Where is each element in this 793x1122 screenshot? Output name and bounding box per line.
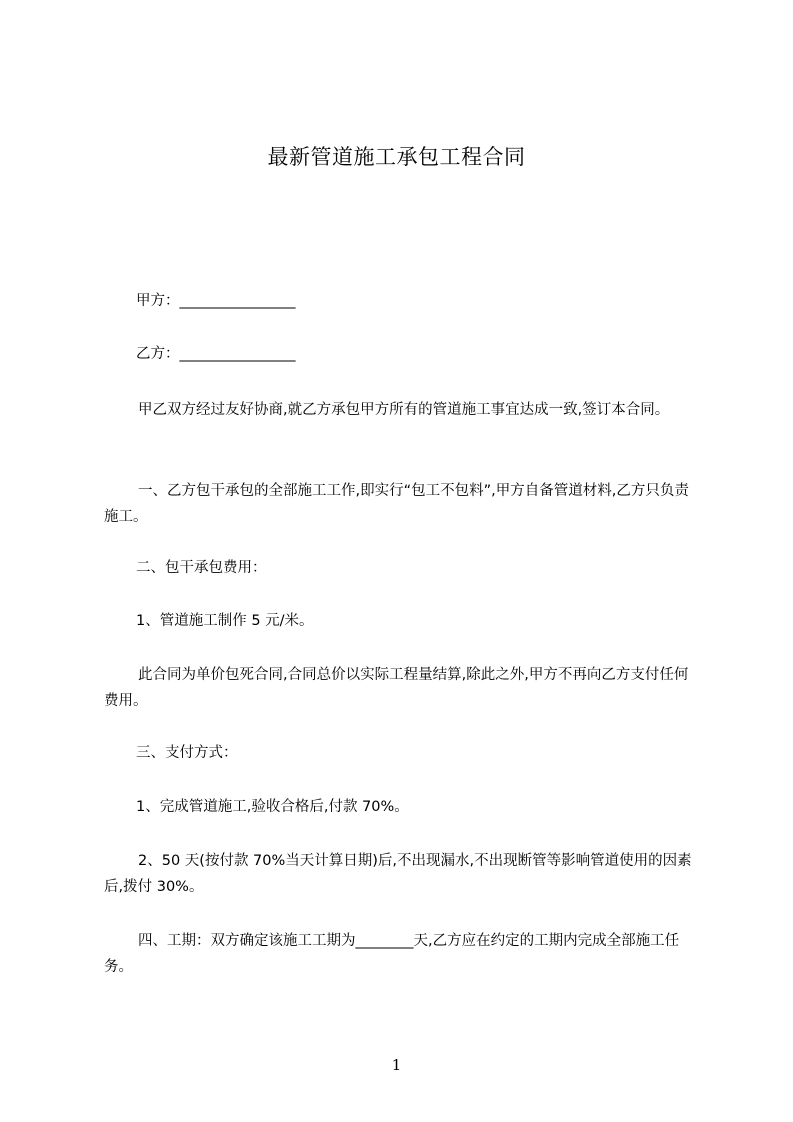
clause-2-heading: 二、包干承包费用： bbox=[136, 560, 267, 576]
intro-text: 甲乙双方经过友好协商,就乙方承包甲方所有的管道施工事宜达成一致,签订本合同。 bbox=[138, 402, 670, 418]
document-title: 最新管道施工承包工程合同 bbox=[267, 145, 526, 169]
clause-2-item-1: 1、管道施工制作 5 元/米。 bbox=[136, 613, 314, 629]
clause-1-paragraph bbox=[104, 478, 702, 530]
clause-3-item-2-paragraph bbox=[104, 848, 702, 900]
clause-1-text: 一、乙方包干承包的全部施工工作,即实行“包工不包料”,甲方自备管道材料,乙方只负责施工。 bbox=[104, 483, 689, 525]
clause-3-heading: 三、支付方式： bbox=[136, 745, 238, 761]
party-b-line: 乙方：________________ bbox=[136, 346, 296, 362]
clause-2-note-paragraph bbox=[104, 662, 702, 714]
clause-2-note-text: 此合同为单价包死合同,合同总价以实际工程量结算,除此之外,甲方不再向乙方支付任何费用。 bbox=[104, 667, 689, 709]
intro-paragraph bbox=[104, 397, 702, 423]
clause-3-item-1: 1、完成管道施工,验收合格后,付款 70%。 bbox=[136, 799, 409, 815]
party-a-line: 甲方：________________ bbox=[136, 293, 296, 309]
clause-4-text: 四、工期：双方确定该施工工期为________天,乙方应在约定的工期内完成全部施工任务。 bbox=[104, 933, 680, 975]
clause-4-paragraph bbox=[104, 928, 702, 980]
page-number: 1 bbox=[391, 1056, 402, 1074]
clause-3-item-2-text: 2、50 天(按付款 70%当天计算日期)后,不出现漏水,不出现断管等影响管道使用的因素后,拨付 30%。 bbox=[104, 853, 692, 895]
